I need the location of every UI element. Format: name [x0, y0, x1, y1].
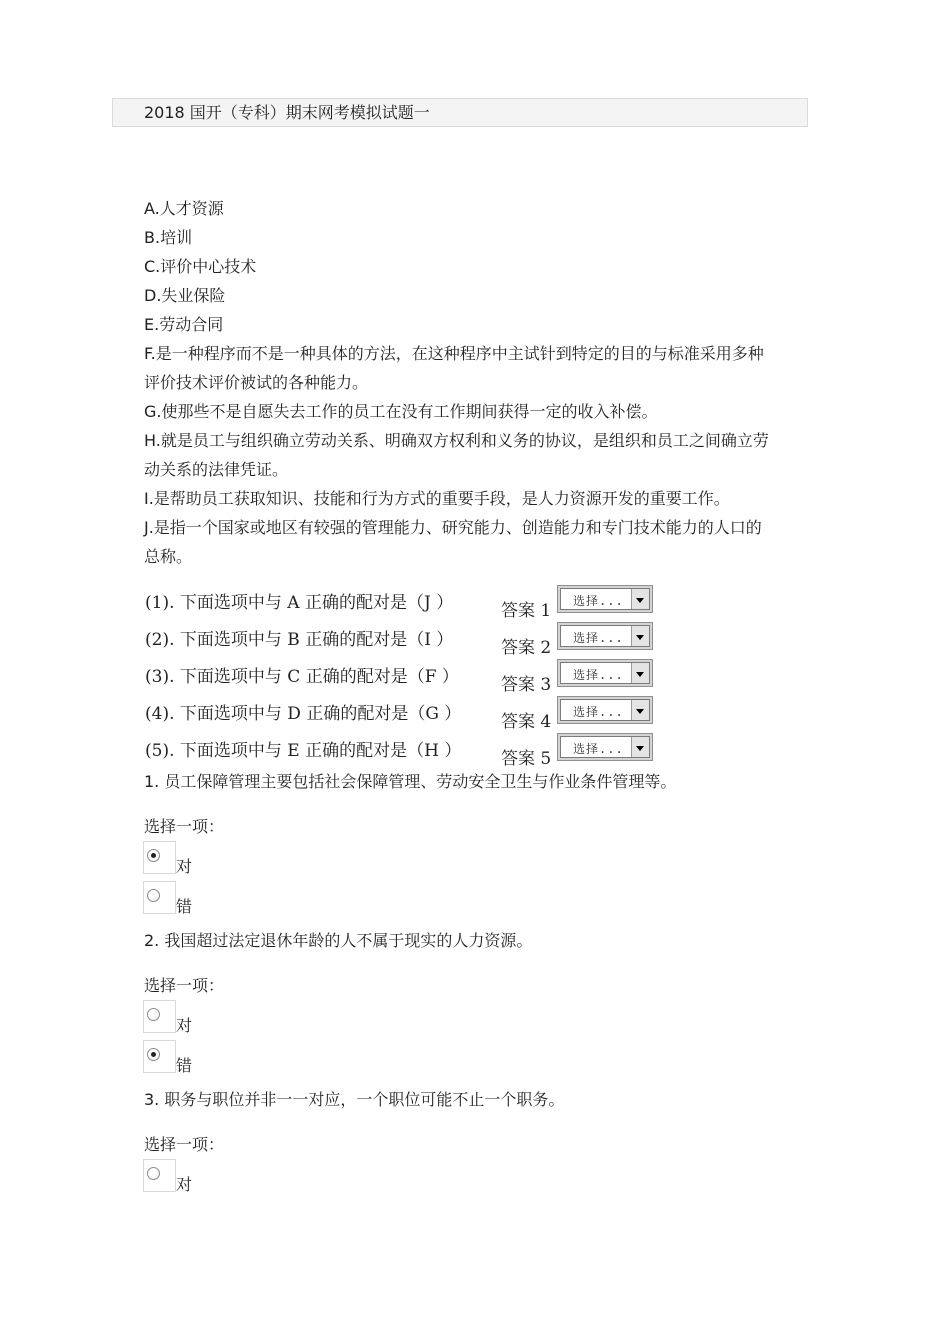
- matching-row-3: [145, 660, 665, 695]
- radio-unchecked-icon[interactable]: [147, 1008, 160, 1021]
- question-text: 2. 我国超过法定退休年龄的人不属于现实的人力资源。: [144, 931, 533, 950]
- dropdown-arrow-icon[interactable]: [631, 700, 649, 720]
- option-line: E.劳动合同: [144, 315, 224, 334]
- radio-unchecked-icon[interactable]: [147, 1167, 160, 1180]
- option-line: F.是一种程序而不是一种具体的方法，在这种程序中主试针到特定的目的与标准采用多种: [144, 344, 764, 363]
- answer-select[interactable]: [557, 585, 653, 613]
- choose-prompt: 选择一项：: [144, 1135, 225, 1154]
- radio-checked-icon[interactable]: [147, 1048, 160, 1061]
- option-line: 总称。: [144, 547, 193, 566]
- dropdown-arrow-icon[interactable]: [631, 737, 649, 757]
- matching-row-5: [145, 734, 665, 769]
- matching-question: (3). 下面选项中与 C 正确的配对是（F ）: [145, 667, 459, 687]
- select-value: 选择...: [573, 742, 624, 756]
- option-line: H.就是员工与组织确立劳动关系、明确双方权利和义务的协议，是组织和员工之间确立劳: [144, 431, 769, 450]
- radio-option-true[interactable]: [143, 841, 176, 874]
- question-text: 1. 员工保障管理主要包括社会保障管理、劳动安全卫生与作业条件管理等。: [144, 772, 677, 791]
- option-line: 动关系的法律凭证。: [144, 460, 289, 479]
- select-value: 选择...: [573, 594, 624, 608]
- radio-label: 对: [176, 857, 193, 876]
- answer-label: 答案 2: [501, 638, 552, 658]
- matching-question: (2). 下面选项中与 B 正确的配对是（I ）: [145, 630, 454, 650]
- option-line: G.使那些不是自愿失去工作的员工在没有工作期间获得一定的收入补偿。: [144, 402, 658, 421]
- radio-checked-icon[interactable]: [147, 849, 160, 862]
- radio-option-false[interactable]: [143, 1040, 176, 1073]
- radio-label: 对: [176, 1016, 193, 1035]
- answer-select[interactable]: [557, 622, 653, 650]
- dropdown-arrow-icon[interactable]: [631, 626, 649, 646]
- matching-options-list: [144, 194, 809, 571]
- document-title: 2018 国开（专科）期末网考模拟试题一: [144, 103, 430, 122]
- document-header: [112, 98, 808, 127]
- radio-option-false[interactable]: [143, 881, 176, 914]
- select-value: 选择...: [573, 705, 624, 719]
- answer-label: 答案 4: [501, 712, 552, 732]
- option-line: D.失业保险: [144, 286, 226, 305]
- option-line: I.是帮助员工获取知识、技能和行为方式的重要手段，是人力资源开发的重要工作。: [144, 489, 730, 508]
- matching-row-2: [145, 623, 665, 658]
- radio-unchecked-icon[interactable]: [147, 889, 160, 902]
- radio-option-true[interactable]: [143, 1000, 176, 1033]
- matching-row-1: [145, 586, 665, 621]
- answer-select[interactable]: [557, 659, 653, 687]
- select-value: 选择...: [573, 668, 624, 682]
- radio-label: 对: [176, 1175, 193, 1194]
- radio-label: 错: [176, 897, 193, 916]
- option-line: B.培训: [144, 228, 193, 247]
- matching-question: (5). 下面选项中与 E 正确的配对是（H ）: [145, 741, 462, 761]
- matching-row-4: [145, 697, 665, 732]
- question-text: 3. 职务与职位并非一一对应，一个职位可能不止一个职务。: [144, 1090, 565, 1109]
- choose-prompt: 选择一项：: [144, 976, 225, 995]
- select-value: 选择...: [573, 631, 624, 645]
- answer-label: 答案 5: [501, 749, 552, 769]
- dropdown-arrow-icon[interactable]: [631, 589, 649, 609]
- answer-select[interactable]: [557, 696, 653, 724]
- answer-label: 答案 3: [501, 675, 552, 695]
- choose-prompt: 选择一项：: [144, 817, 225, 836]
- matching-question: (4). 下面选项中与 D 正确的配对是（G ）: [145, 704, 462, 724]
- dropdown-arrow-icon[interactable]: [631, 663, 649, 683]
- answer-label: 答案 1: [501, 601, 552, 621]
- radio-option-true[interactable]: [143, 1159, 176, 1192]
- option-line: J.是指一个国家或地区有较强的管理能力、研究能力、创造能力和专门技术能力的人口的: [144, 518, 762, 537]
- radio-label: 错: [176, 1056, 193, 1075]
- answer-select[interactable]: [557, 733, 653, 761]
- option-line: C.评价中心技术: [144, 257, 257, 276]
- option-line: 评价技术评价被试的各种能力。: [144, 373, 369, 392]
- matching-question: (1). 下面选项中与 A 正确的配对是（J ）: [145, 593, 454, 613]
- option-line: A.人才资源: [144, 199, 224, 218]
